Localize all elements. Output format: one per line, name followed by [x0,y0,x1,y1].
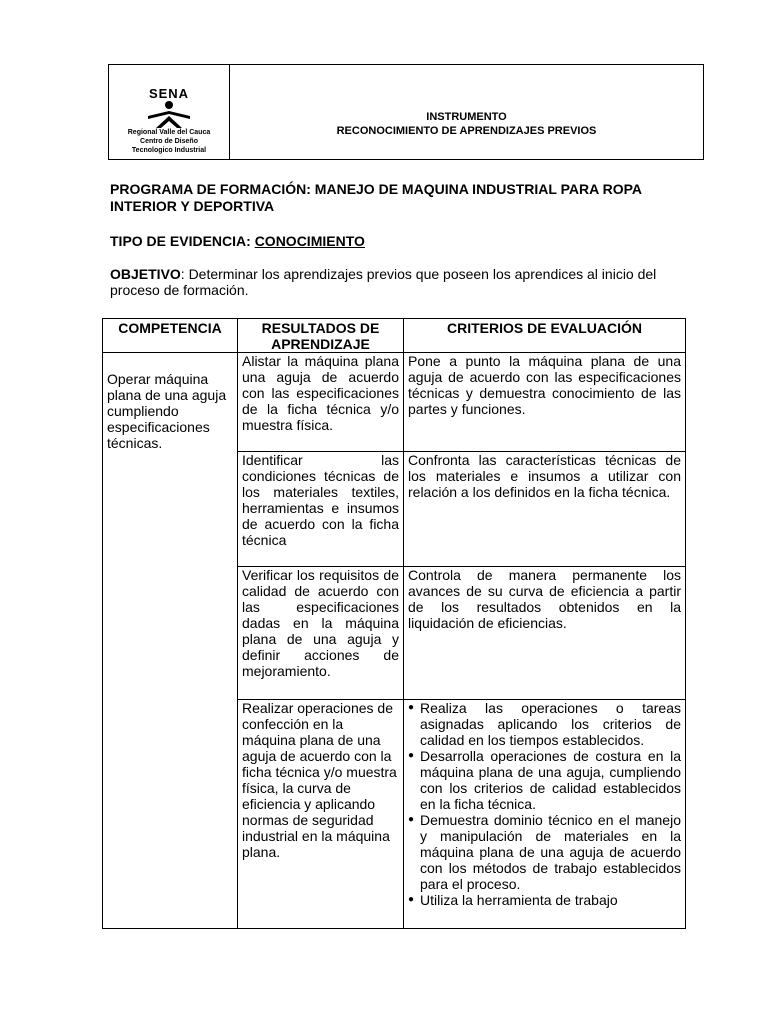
objective [110,266,670,298]
instrument-subtitle: RECONOCIMIENTO DE APRENDIZAJES PREVIOS [336,125,597,137]
list-item: ● Utiliza la herramienta de trabajo [408,892,681,908]
logo-line-3: Tecnologico Industrial [131,147,207,154]
criterio-bullet-list [408,700,681,908]
logo-line-2: Centro de Diseño [140,138,198,145]
list-item: ● Realiza las operaciones o tareas asignadas aplicando los criterios de calidad en los tiempos establecidos. [408,700,681,748]
sena-logo-icon [144,100,194,128]
document-header [108,64,704,160]
evidence-label: TIPO DE EVIDENCIA: [110,233,255,249]
table-row [103,353,686,452]
header-competencia: COMPETENCIA [103,319,238,353]
sena-logo-text: SENA [148,86,190,101]
instrument-title: INSTRUMENTO [426,111,507,123]
title-cell [230,65,703,159]
criterio-cell [404,700,686,929]
criterio-cell: Confronta las características técnicas de los materiales e insumos a utilizar con relación a los definidos en la ficha técnica. [404,452,686,567]
resultado-cell: Alistar la máquina plana una aguja de acuerdo con las especificaciones de la ficha técnica y/o muestra física. [238,353,404,452]
objective-text: : Determinar los aprendizajes previos que poseen los aprendices al inicio del proceso de formación. [110,266,657,298]
header-resultados: RESULTADOS DE APRENDIZAJE [238,319,404,353]
list-item: ● Desarrolla operaciones de costura en la máquina plana de una aguja, cumpliendo con los criterios de calidad establecidos en la ficha técnica. [408,748,681,812]
logo-line-1: Regional Valle del Cauca [127,129,211,136]
criterio-cell: Pone a punto la máquina plana de una aguja de acuerdo con las especificaciones técnicas y demuestra conocimiento de las partes y funciones. [404,353,686,452]
table-header-row [103,319,686,353]
program-title: PROGRAMA DE FORMACIÓN: MANEJO DE MAQUINA INDUSTRIAL PARA ROPA INTERIOR Y DEPORTIVA [110,181,642,214]
header-criterios: CRITERIOS DE EVALUACIÓN [404,319,686,353]
resultado-cell: Realizar operaciones de confección en la máquina plana de una aguja de acuerdo con la ficha técnica y/o muestra física, la curva de eficiencia y aplicando normas de seguridad industrial en la máquina plana. [238,700,404,929]
competencia-cell: Operar máquina plana de una aguja cumpliendo especificaciones técnicas. [103,353,238,929]
criterio-cell: Controla de manera permanente los avances de su curva de eficiencia a partir de los resultados obtenidos en la liquidación de eficiencias. [404,567,686,700]
resultado-cell: Identificar las condiciones técnicas de los materiales textiles, herramientas e insumos de acuerdo con la ficha técnica [238,452,404,567]
list-item: ● Demuestra dominio técnico en el manejo y manipulación de materiales en la máquina plana de una aguja de acuerdo con los métodos de trabajo establecidos para el proceso. [408,812,681,892]
evaluation-table [102,318,686,929]
resultado-cell: Verificar los requisitos de calidad de acuerdo con las especificaciones dadas en la máquina plana de una aguja y definir acciones de mejoramiento. [238,567,404,700]
objective-label: OBJETIVO [110,266,181,282]
evidence-type [110,233,365,249]
evidence-value: CONOCIMIENTO [254,233,365,249]
logo-cell [109,65,230,159]
